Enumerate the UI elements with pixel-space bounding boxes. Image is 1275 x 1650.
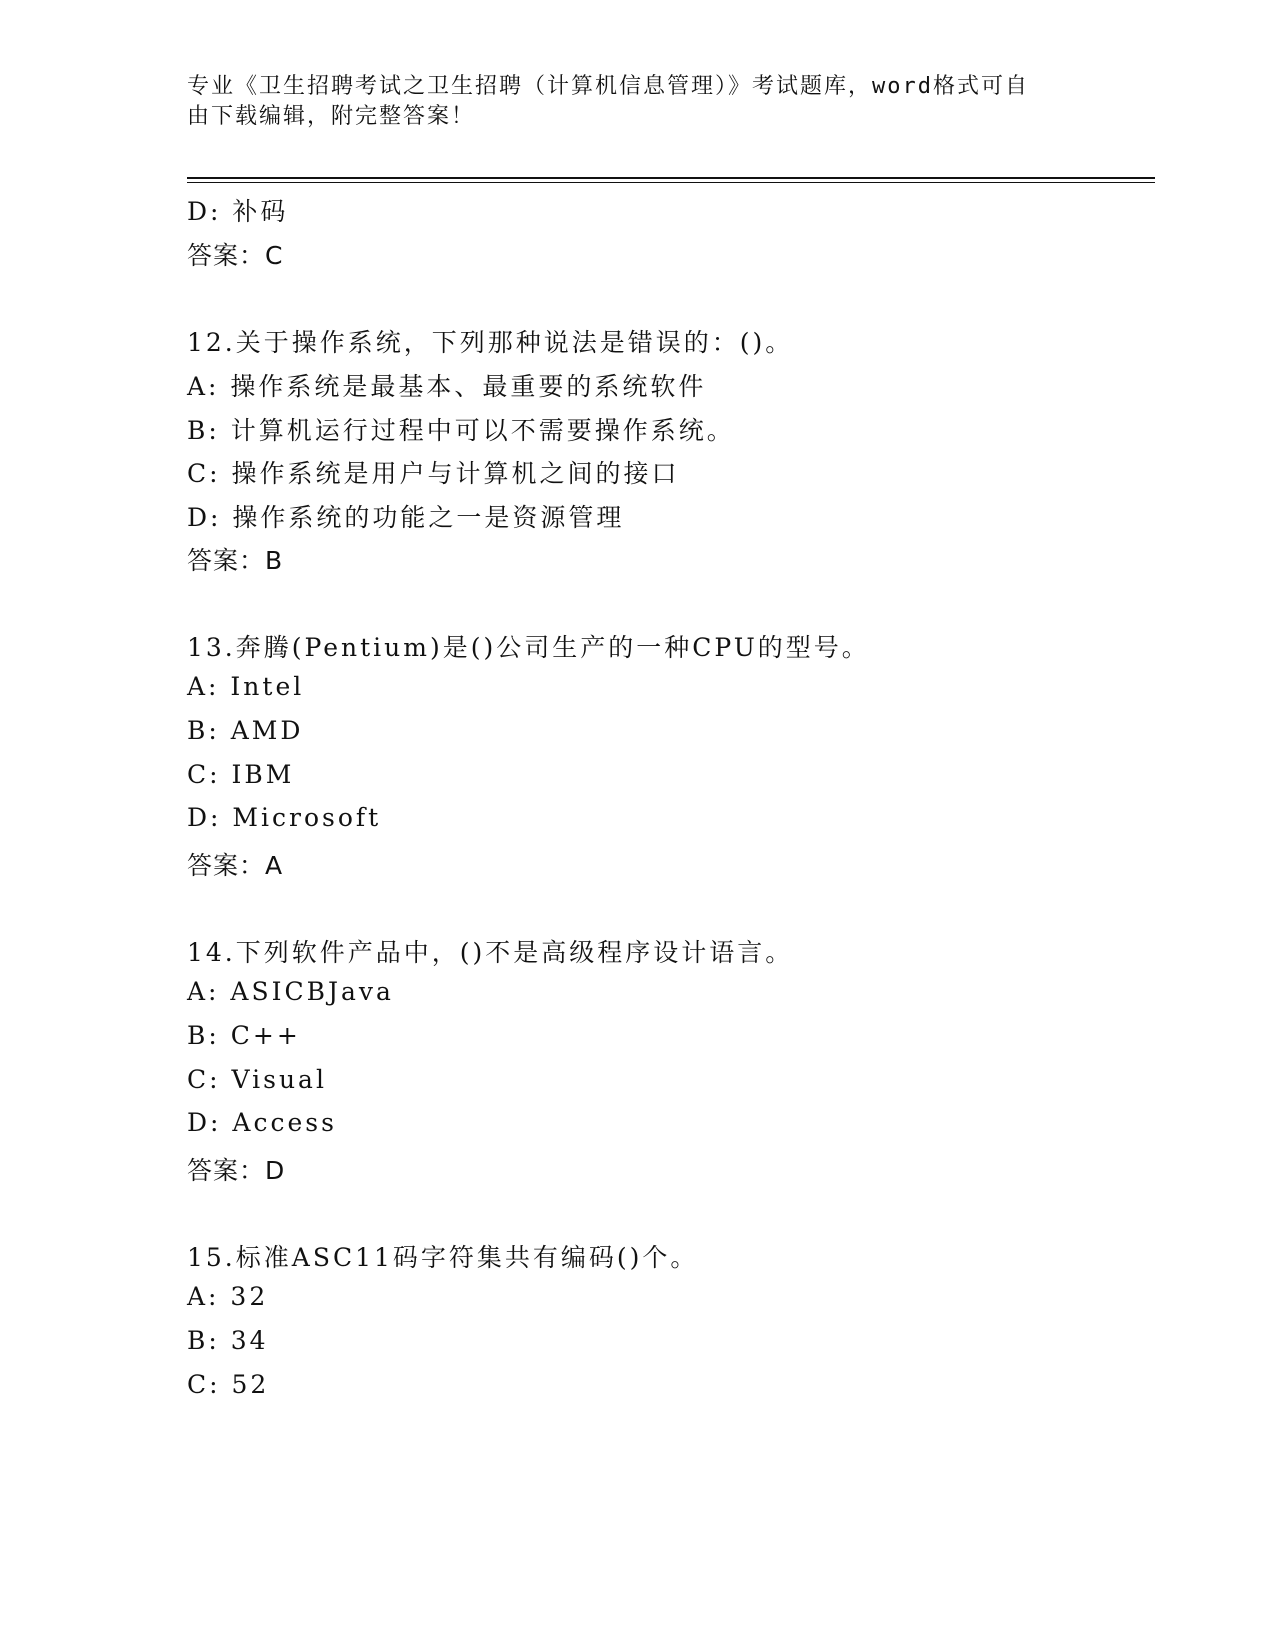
q14-option-b: B: C++	[187, 1021, 301, 1050]
q13-option-b: B: AMD	[187, 716, 304, 745]
q13-option-a: A: Intel	[187, 672, 305, 701]
q13-question: 13.奔腾(Pentium)是()公司生产的一种CPU的型号。	[187, 633, 870, 662]
prev-option-d: D: 补码	[187, 197, 289, 226]
q12-question: 12.关于操作系统，下列那种说法是错误的：()。	[187, 328, 794, 357]
q12-option-c: C: 操作系统是用户与计算机之间的接口	[187, 459, 680, 488]
q12-option-a: A: 操作系统是最基本、最重要的系统软件	[187, 372, 707, 401]
header-rule-thin	[187, 182, 1155, 183]
q13-option-d: D: Microsoft	[187, 803, 382, 832]
header-rule-thick	[187, 177, 1155, 179]
q12-option-d: D: 操作系统的功能之一是资源管理	[187, 503, 625, 532]
document-header	[187, 72, 1087, 132]
q15-option-b: B: 34	[187, 1326, 269, 1355]
q12-option-b: B: 计算机运行过程中可以不需要操作系统。	[187, 416, 735, 445]
q15-option-a: A: 32	[187, 1282, 269, 1311]
q12-answer: 答案：B	[187, 546, 284, 575]
header-line-2: 由下载编辑，附完整答案！	[187, 104, 476, 129]
q14-option-a: A: ASICBJava	[187, 977, 394, 1006]
q13-answer: 答案：A	[187, 851, 284, 880]
prev-answer: 答案：C	[187, 241, 284, 270]
q14-answer: 答案：D	[187, 1156, 286, 1185]
q14-question: 14.下列软件产品中，()不是高级程序设计语言。	[187, 938, 794, 967]
q14-option-d: D: Access	[187, 1108, 337, 1137]
q14-option-c: C: Visual	[187, 1065, 327, 1094]
header-line-1: 专业《卫生招聘考试之卫生招聘（计算机信息管理）》考试题库，word格式可自	[187, 74, 1029, 99]
q15-option-c: C: 52	[187, 1370, 270, 1399]
q13-option-c: C: IBM	[187, 760, 295, 789]
q15-question: 15.标准ASC11码字符集共有编码()个。	[187, 1243, 699, 1272]
